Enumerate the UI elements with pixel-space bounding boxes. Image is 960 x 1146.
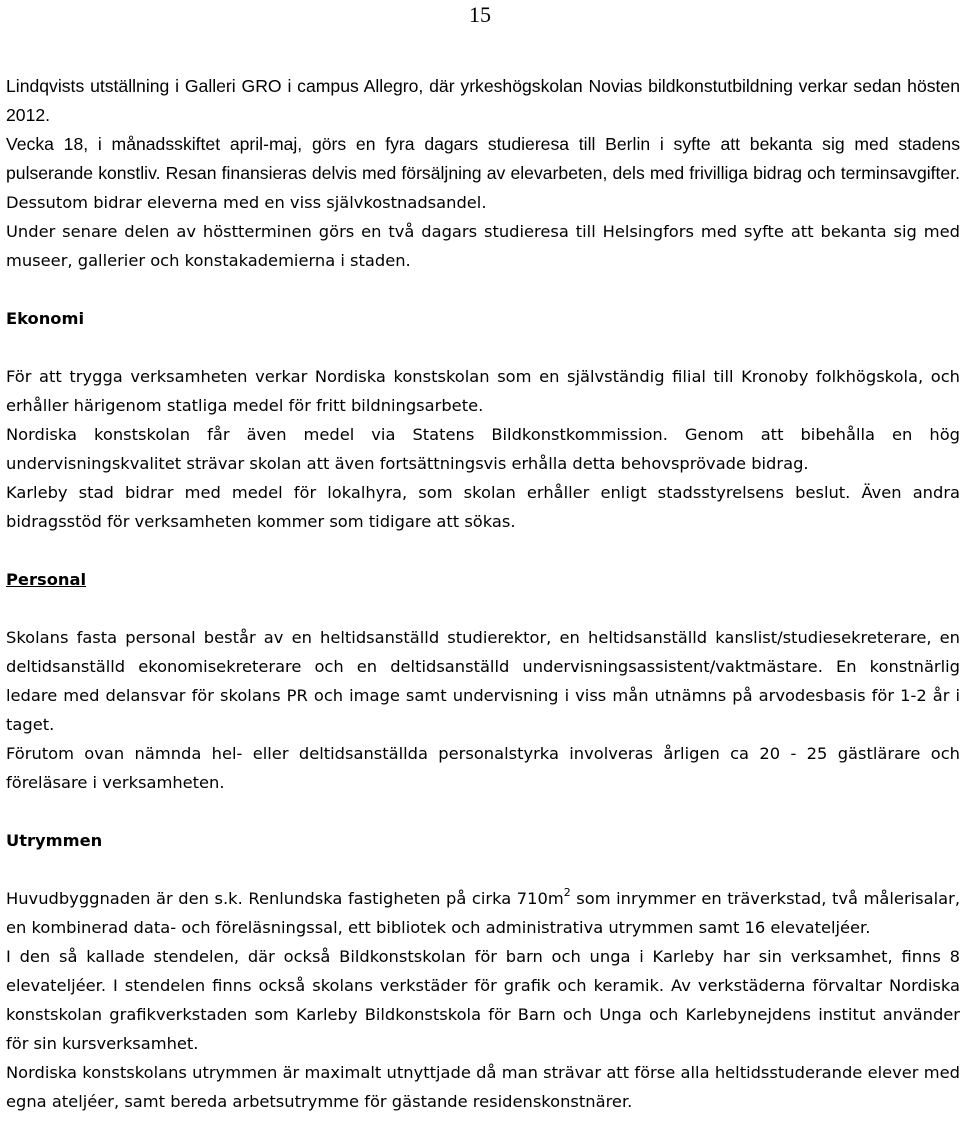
utrymmen-paragraph-2: I den så kallade stendelen, där också Bildkonstskolan för barn och unga i Karleby har sin verksamhet, finns 8 elevateljéer. I stendelen finns också skolans verkstäder för grafik och keramik. Av verkstäderna förvaltar Nordiska konstskolan grafikverkstaden som Karleby Bildkonstskola för Barn och Unga och Karlebynejdens institut använder för sin kursverksamhet. — [6, 947, 960, 1053]
intro-paragraph-1: Lindqvists utställning i Galleri GRO i campus Allegro, där yrkeshögskolan Novias bildkonstutbildning verkar sedan hösten 2012. — [6, 76, 960, 125]
utrymmen-paragraph-3: Nordiska konstskolans utrymmen är maximalt utnyttjade då man strävar att förse alla heltidsstuderande elever med egna ateljéer, samt bereda arbetsutrymme för gästande residenskonstnärer. — [6, 1063, 960, 1111]
ekonomi-paragraph-3: Karleby stad bidrar med medel för lokalhyra, som skolan erhåller enligt stadsstyrelsens beslut. Även andra bidragsstöd för verksamheten kommer som tidigare att sökas. — [6, 483, 960, 531]
intro-paragraph-2 — [6, 130, 960, 217]
utrymmen-paragraph-1-end: som inrymmer en träverkstad, två målerisalar, en kombinerad data- och föreläsningssal, ett bibliotek och administrativa utrymmen samt 16 elevateljéer. — [6, 889, 960, 937]
utrymmen-paragraph-1 — [6, 884, 960, 942]
ekonomi-paragraph-2: Nordiska konstskolan får även medel via Statens Bildkonstkommission. Genom att bibehålla en hög undervisningskvalitet strävar skolan att även fortsättningsvis erhålla detta behovsprövade bidrag. — [6, 425, 960, 473]
personal-paragraph-1: Skolans fasta personal består av en heltidsanställd studierektor, en heltidsanställd kanslist/studiesekreterare, en deltidsanställd ekonomisekreterare och en deltidsanställd undervisningsassistent/vaktmästare. En konstnärlig ledare med delansvar för skolans PR och image samt undervisning i viss mån utnämns på arvodesbasis för 1-2 år i taget. — [6, 628, 960, 734]
document-body — [6, 72, 960, 1116]
heading-personal: Personal — [6, 570, 87, 589]
heading-utrymmen: Utrymmen — [6, 831, 103, 850]
heading-ekonomi: Ekonomi — [6, 309, 85, 328]
ekonomi-paragraph-1: För att trygga verksamheten verkar Nordiska konstskolan som en självständig filial till Kronoby folkhögskola, och erhåller härigenom statliga medel för fritt bildningsarbete. — [6, 367, 960, 415]
personal-paragraph-2: Förutom ovan nämnda hel- eller deltidsanställda personalstyrka involveras årligen ca 20 - 25 gästlärare och föreläsare i verksamheten. — [6, 744, 960, 792]
intro-paragraph-3: Under senare delen av höstterminen görs en två dagars studieresa till Helsingfors med syfte att bekanta sig med museer, gallerier och konstakademierna i staden. — [6, 222, 960, 270]
page-number: 15 — [469, 2, 491, 27]
intro-paragraph-2-arial: Vecka 18, i månadsskiftet april-maj, görs en fyra dagars studieresa till Berlin i syfte att bekanta sig med stadens pulserande konstliv. Resan finansieras delvis med försäljning av elevarbeten, dels med frivilliga bidrag och terminsavgifter. — [6, 134, 960, 183]
superscript-squared: 2 — [563, 885, 571, 899]
intro-paragraph-2-calibri: Dessutom bidrar eleverna med en viss självkostnadsandel. — [6, 193, 487, 212]
utrymmen-paragraph-1-start: Huvudbyggnaden är den s.k. Renlundska fastigheten på cirka 710m — [6, 889, 564, 908]
